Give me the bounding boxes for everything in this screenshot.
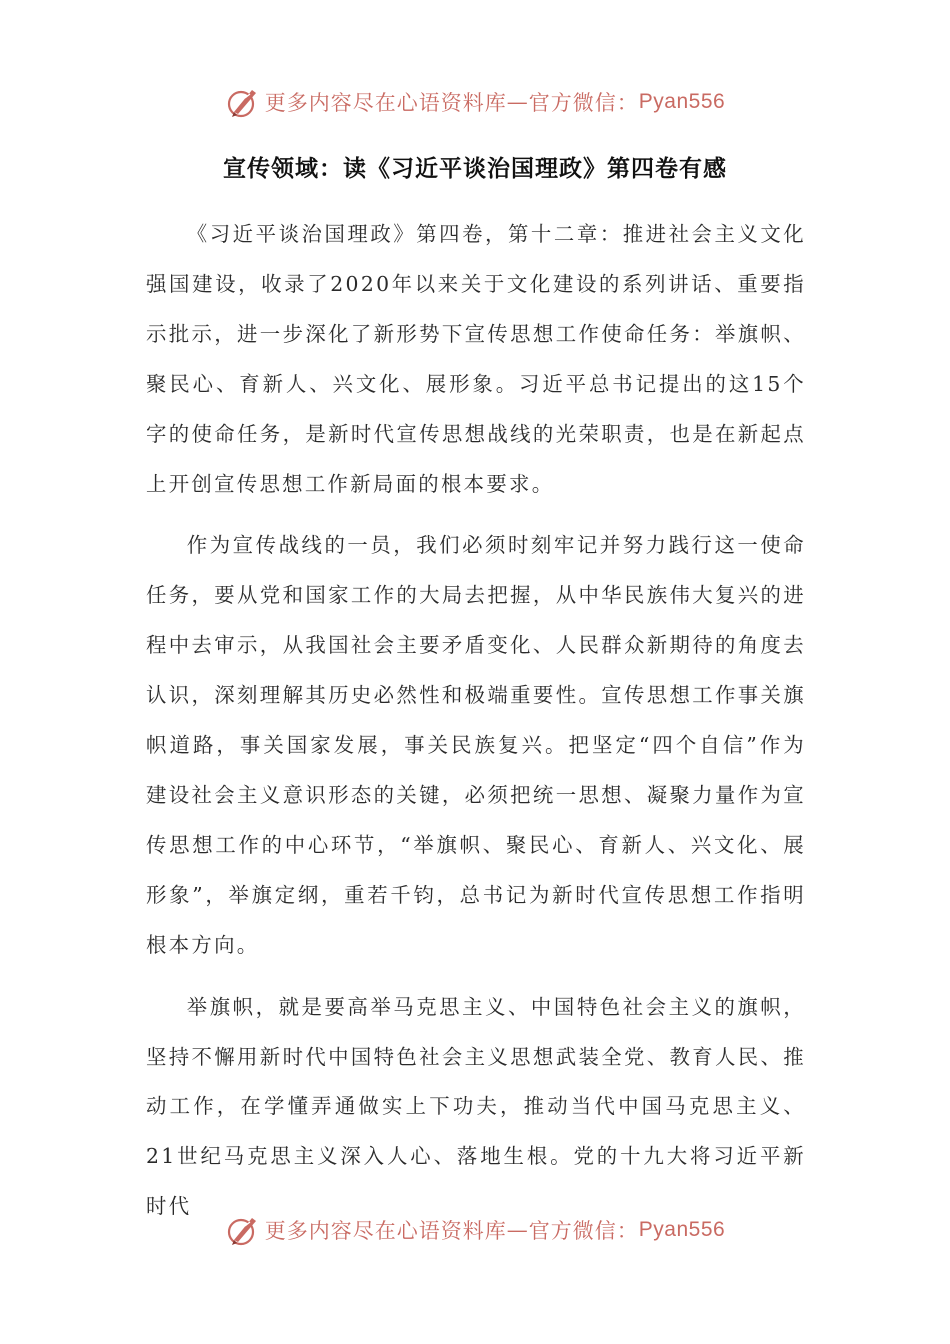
banner-main-text: 更多内容尽在心语资料库	[264, 91, 507, 115]
footer-banner	[0, 1210, 950, 1250]
header-banner	[0, 82, 950, 122]
paragraph: 作为宣传战线的一员，我们必须时刻牢记并努力践行这一使命任务，要从党和国家工作的大局去把握，从中华民族伟大复兴的进程中去审示，从我国社会主要矛盾变化、人民群众新期待的角度去认识，深刻理解其历史必然性和极端重要性。宣传思想工作事关旗帜道路，事关国家发展，事关民族复兴。把坚定“四个自信”作为建设社会主义意识形态的关键，必须把统一思想、凝聚力量作为宣传思想工作的中心环节，“举旗帜、聚民心、育新人、兴文化、展形象”，举旗定纲，重若千钧，总书记为新时代宣传思想工作指明根本方向。	[146, 533, 806, 957]
paragraph: 《习近平谈治国理政》第四卷，第十二章：推进社会主义文化强国建设，收录了2020年以来关于文化建设的系列讲话、重要指示批示，进一步深化了新形势下宣传思想工作使命任务：举旗帜、聚民心、育新人、兴文化、展形象。习近平总书记提出的这15个字的使命任务，是新时代宣传思想战线的光荣职责，也是在新起点上开创宣传思想工作新局面的根本要求。	[146, 222, 806, 496]
article-body	[146, 210, 806, 1244]
paragraph: 举旗帜，就是要高举马克思主义、中国特色社会主义的旗帜，坚持不懈用新时代中国特色社会主义思想武装全党、教育人民、推动工作，在学懂弄通做实上下功夫，推动当代中国马克思主义、21世纪马克思主义深入人心、落地生根。党的十九大将习近平新时代	[146, 994, 806, 1219]
banner-wechat-label: 官方微信：	[528, 1219, 639, 1243]
banner-dash: —	[506, 90, 529, 114]
banner-main-text: 更多内容尽在心语资料库	[264, 1219, 507, 1243]
banner-wechat-id: Pyan556	[638, 90, 726, 113]
banner-wechat-label: 官方微信：	[528, 91, 639, 115]
quill-pen-icon	[225, 84, 261, 120]
banner-wechat-id: Pyan556	[638, 1218, 726, 1241]
quill-pen-icon	[225, 1212, 261, 1248]
banner-dash: —	[506, 1218, 529, 1242]
page-title: 宣传领域：读《习近平谈治国理政》第四卷有感	[223, 156, 727, 182]
